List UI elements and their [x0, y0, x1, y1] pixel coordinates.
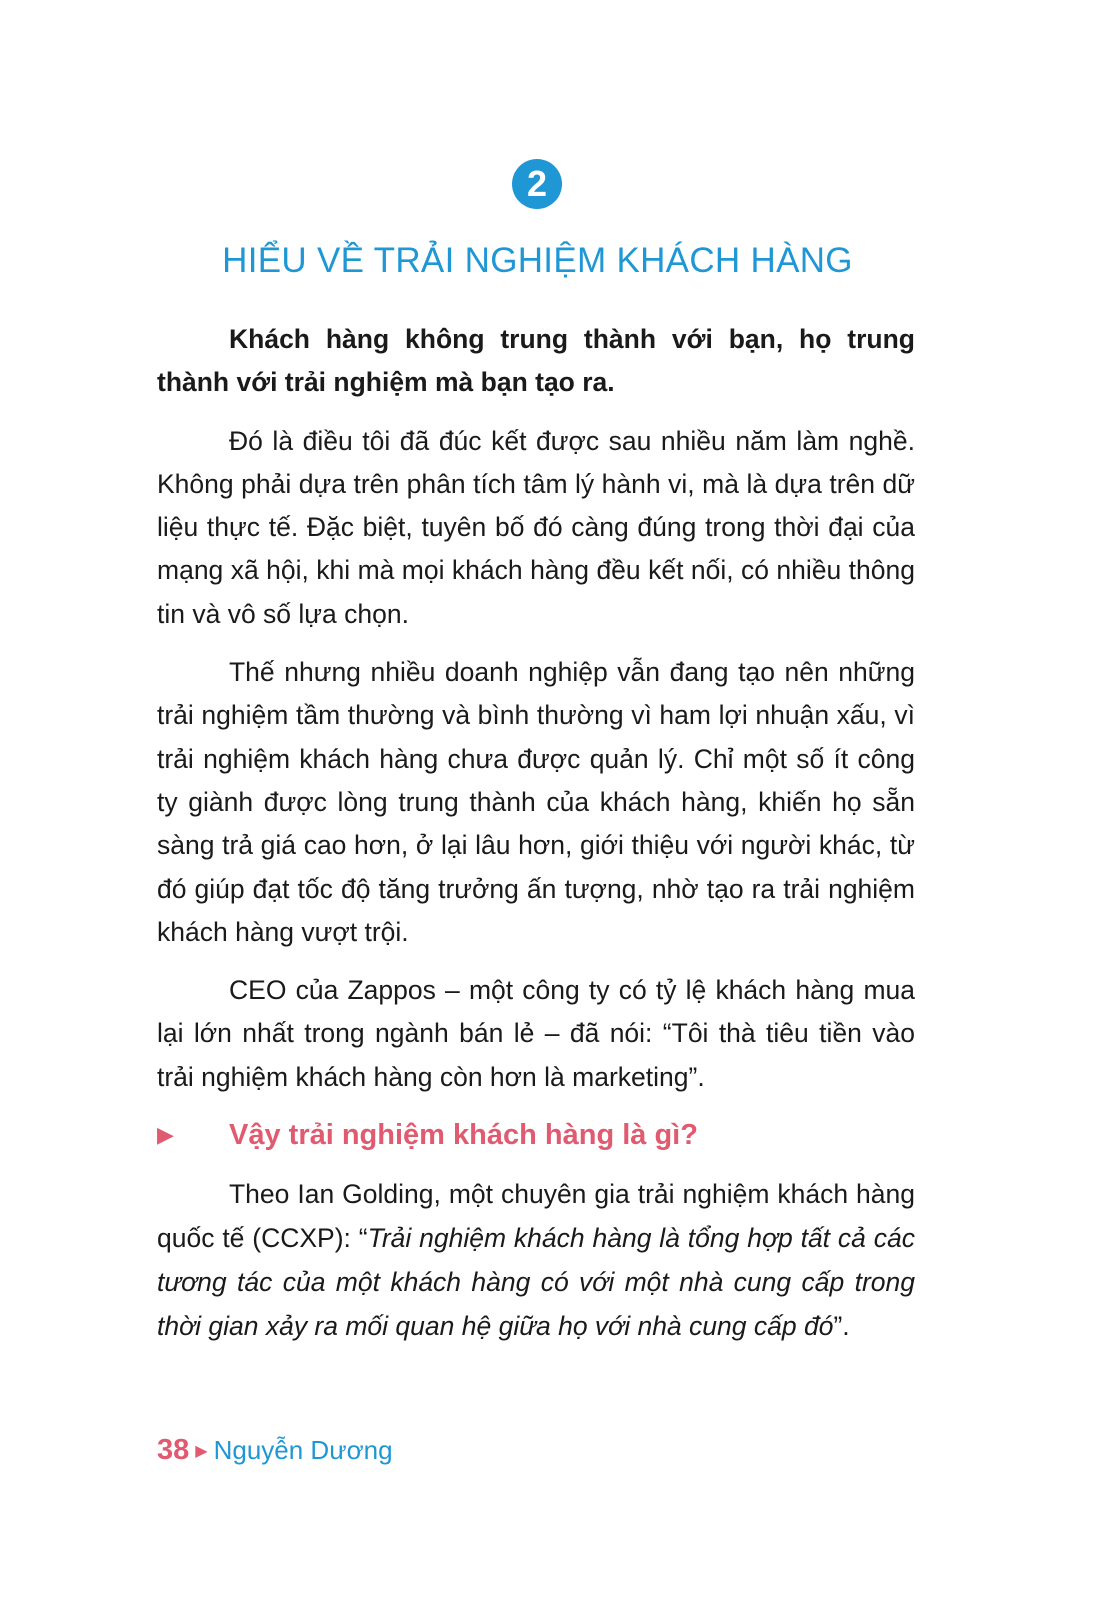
- chapter-title: HIỂU VỀ TRẢI NGHIỆM KHÁCH HÀNG: [222, 241, 853, 280]
- section-heading-text: Vậy trải nghiệm khách hàng là gì?: [229, 1119, 698, 1151]
- body-paragraph: CEO của Zappos – một công ty có tỷ lệ khách hàng mua lại lớn nhất trong ngành bán lẻ – đã nói: “Tôi thà tiêu tiền vào trải nghiệm khách hàng còn hơn là marketing”.: [157, 975, 915, 1092]
- triangle-bullet-icon: ▶: [157, 1122, 174, 1147]
- body-text: [157, 318, 915, 1114]
- section-heading: [157, 1112, 915, 1158]
- footer-arrow-icon: ▶: [195, 1443, 208, 1460]
- definition-paragraph: [157, 1172, 915, 1348]
- definition-text: [157, 1172, 915, 1348]
- body-paragraph: Thế nhưng nhiều doanh nghiệp vẫn đang tạo nên những trải nghiệm tầm thường và bình thường vì ham lợi nhuận xấu, vì trải nghiệm khách hàng chưa được quản lý. Chỉ một số ít công ty giành được lòng trung thành của khách hàng, khiến họ sẵn sàng trả giá cao hơn, ở lại lâu hơn, giới thiệu với người khác, từ đó giúp đạt tốc độ tăng trưởng ấn tượng, nhờ tạo ra trải nghiệm khách hàng vượt trội.: [157, 657, 915, 947]
- page-footer: [157, 1430, 393, 1472]
- definition-outro: ”.: [833, 1311, 850, 1341]
- lead-paragraph: Khách hàng không trung thành với bạn, họ trung thành với trải nghiệm mà bạn tạo ra.: [157, 324, 915, 398]
- author-name: Nguyễn Dương: [213, 1435, 393, 1465]
- chapter-number-badge: 2: [512, 159, 562, 209]
- definition-intro: Theo Ian Golding, một chuyên gia trải nghiệm khách hàng quốc tế (CCXP): “: [157, 1179, 915, 1253]
- body-paragraph: Đó là điều tôi đã đúc kết được sau nhiều năm làm nghề. Không phải dựa trên phân tích tâm lý hành vi, mà là dựa trên dữ liệu thực tế. Đặc biệt, tuyên bố đó càng đúng trong thời đại của mạng xã hội, khi mà mọi khách hàng đều kết nối, có nhiều thông tin và vô số lựa chọn.: [157, 425, 915, 629]
- definition-quote: Trải nghiệm khách hàng là tổng hợp tất cả các tương tác của một khách hàng có với một nhà cung cấp trong thời gian xảy ra mối quan hệ giữa họ với nhà cung cấp đó: [157, 1223, 915, 1341]
- page-number: 38: [157, 1434, 190, 1466]
